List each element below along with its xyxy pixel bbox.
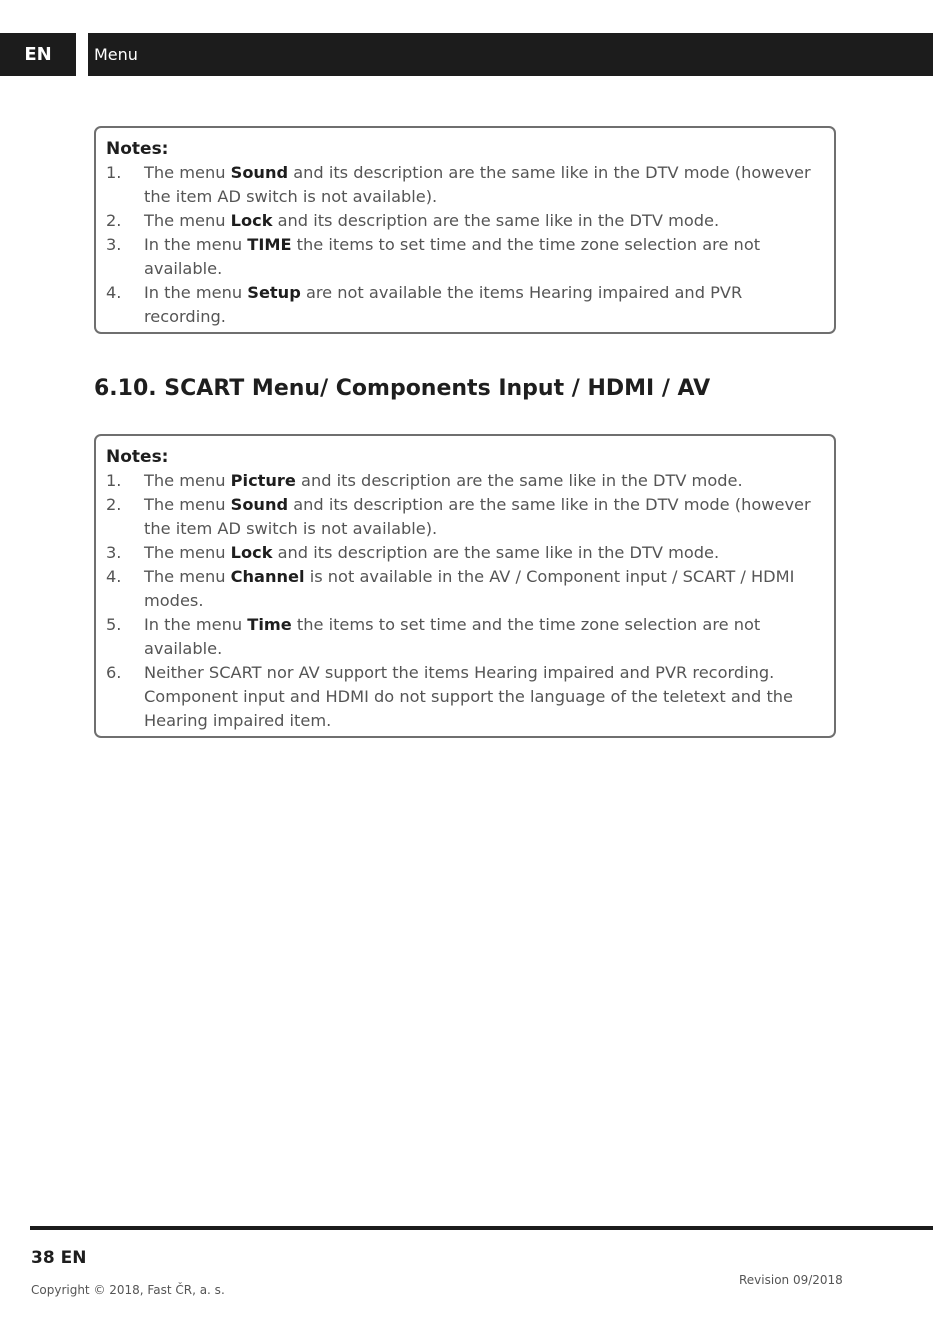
text-run: and its description are the same like in the DTV mode. — [272, 211, 720, 230]
notes-title: Notes: — [106, 139, 169, 159]
language-tab: EN — [0, 33, 76, 76]
note-item — [106, 281, 817, 329]
footer-divider — [30, 1226, 933, 1230]
section-heading: 6.10. SCART Menu/ Components Input / HDMI / AV — [94, 376, 711, 401]
text-run: and its description are the same like in the DTV mode. — [295, 471, 743, 490]
note-item — [106, 541, 817, 565]
note-number: 2. — [106, 495, 122, 514]
note-text — [144, 469, 817, 493]
text-run: Neither SCART nor AV support the items Hearing impaired and PVR recording. Component input and HDMI do not support the language of the teletext and the Hearing impaired item. — [144, 663, 794, 730]
menu-name: Channel — [230, 567, 305, 586]
note-number: 2. — [106, 211, 122, 230]
text-run: and its description are the same like in the DTV mode (however the item AD switch is not available). — [144, 163, 811, 206]
text-run: In the menu — [144, 615, 248, 634]
text-run: The menu — [144, 495, 231, 514]
note-number: 3. — [106, 543, 122, 562]
text-run: The menu — [144, 471, 231, 490]
text-run: and its description are the same like in the DTV mode (however the item AD switch is not available). — [144, 495, 811, 538]
note-number: 3. — [106, 235, 122, 254]
note-text — [144, 233, 817, 281]
note-number: 1. — [106, 471, 122, 490]
note-text — [144, 493, 817, 541]
menu-name: Picture — [230, 471, 296, 490]
notes-title: Notes: — [106, 447, 169, 467]
note-number: 5. — [106, 615, 122, 634]
page-number: 38 EN — [31, 1248, 87, 1268]
note-text — [144, 661, 817, 733]
text-run: The menu — [144, 163, 231, 182]
note-item — [106, 565, 817, 613]
menu-name: Sound — [230, 163, 289, 182]
copyright-text: Copyright © 2018, Fast ČR, a. s. — [31, 1283, 225, 1297]
notes-list — [106, 469, 817, 733]
text-run: In the menu — [144, 235, 248, 254]
note-item — [106, 613, 817, 661]
note-text — [144, 613, 817, 661]
note-number: 6. — [106, 663, 122, 682]
notes-box-1 — [94, 126, 836, 334]
menu-name: Sound — [230, 495, 289, 514]
text-run: The menu — [144, 211, 231, 230]
note-number: 1. — [106, 163, 122, 182]
text-run: are not available the items Hearing impaired and PVR recording. — [144, 283, 743, 326]
menu-name: TIME — [247, 235, 292, 254]
section-header — [88, 33, 933, 76]
text-run: The menu — [144, 543, 231, 562]
menu-name: Lock — [230, 211, 273, 230]
menu-name: Lock — [230, 543, 273, 562]
note-text — [144, 281, 817, 329]
revision-text: Revision 09/2018 — [739, 1273, 843, 1287]
note-item — [106, 209, 817, 233]
section-title: Menu — [94, 45, 138, 64]
note-text — [144, 161, 817, 209]
text-run: the items to set time and the time zone selection are not available. — [144, 235, 761, 278]
note-number: 4. — [106, 283, 122, 302]
note-text — [144, 565, 817, 613]
notes-box-2 — [94, 434, 836, 738]
note-item — [106, 661, 817, 733]
text-run: The menu — [144, 567, 231, 586]
text-run: is not available in the AV / Component input / SCART / HDMI modes. — [144, 567, 795, 610]
note-item — [106, 469, 817, 493]
note-item — [106, 493, 817, 541]
note-number: 4. — [106, 567, 122, 586]
note-item — [106, 233, 817, 281]
text-run: the items to set time and the time zone selection are not available. — [144, 615, 761, 658]
text-run: and its description are the same like in the DTV mode. — [272, 543, 720, 562]
menu-name: Setup — [247, 283, 301, 302]
note-text — [144, 541, 817, 565]
notes-list — [106, 161, 817, 329]
text-run: In the menu — [144, 283, 248, 302]
menu-name: Time — [247, 615, 292, 634]
note-item — [106, 161, 817, 209]
note-text — [144, 209, 817, 233]
